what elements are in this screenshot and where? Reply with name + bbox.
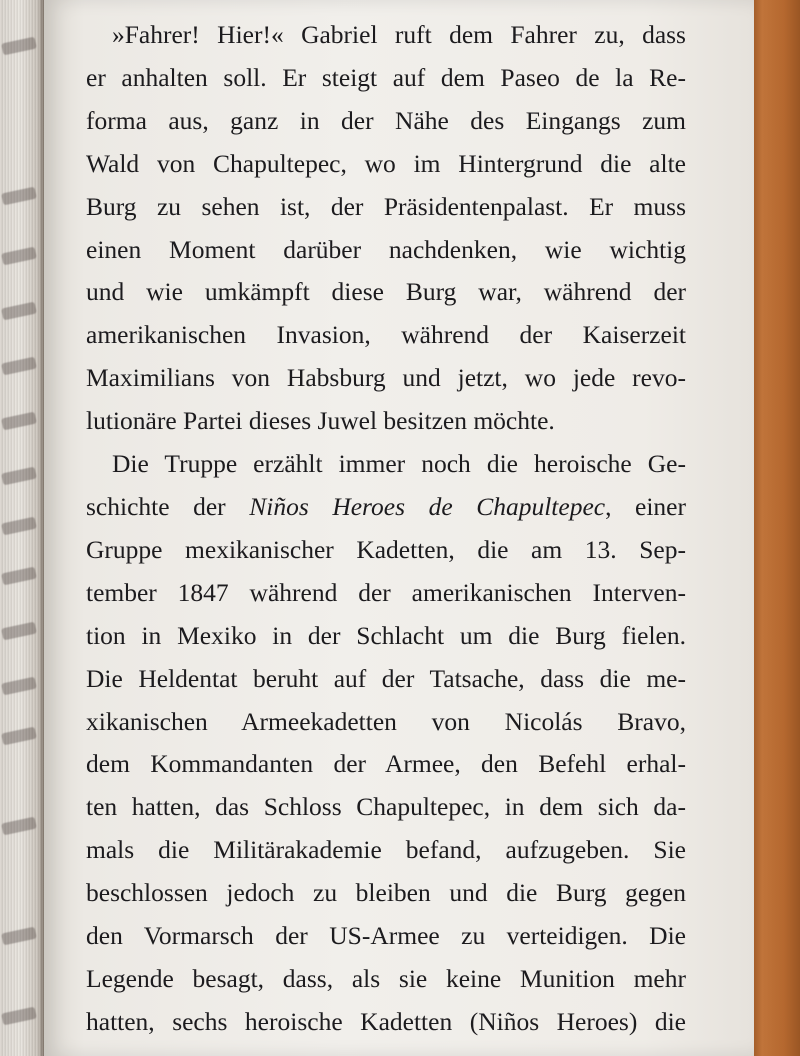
adjacent-page-text-fragment bbox=[1, 567, 37, 586]
adjacent-page-text-fragment bbox=[1, 677, 37, 696]
adjacent-page-text-fragment bbox=[1, 517, 37, 536]
text-line: einen Moment darüber nachdenken, wie wichtig bbox=[86, 234, 686, 264]
text-run: , einer bbox=[605, 491, 686, 521]
text-line: lutionäre Partei dieses Juwel besitzen möchte. bbox=[86, 406, 555, 436]
text-line: forma aus, ganz in der Nähe des Eingangs zum bbox=[86, 105, 686, 135]
text-line: beschlossen jedoch zu bleiben und die Burg gegen bbox=[86, 878, 686, 908]
text-line: er anhalten soll. Er steigt auf dem Paseo de la Re- bbox=[86, 62, 686, 92]
adjacent-page-text-fragment bbox=[1, 727, 37, 746]
adjacent-page-text-fragment bbox=[1, 37, 37, 56]
adjacent-page-edge bbox=[0, 0, 44, 1056]
text-line: tember 1847 während der amerikanischen Interven- bbox=[86, 577, 686, 607]
italic-title: Niños Heroes de Chapultepec bbox=[249, 491, 606, 521]
text-line: und wie umkämpft diese Burg war, während der bbox=[86, 277, 686, 307]
adjacent-page-text-fragment bbox=[1, 187, 37, 206]
text-line: Burg zu sehen ist, der Präsidentenpalast. Er muss bbox=[86, 191, 686, 221]
text-line: Die Heldentat beruht auf der Tatsache, dass die me- bbox=[86, 663, 686, 693]
text-line: Legende besagt, dass, als sie keine Munition mehr bbox=[86, 963, 686, 993]
adjacent-page-text-fragment bbox=[1, 247, 37, 266]
text-line: hatten, sechs heroische Kadetten (Niños Heroes) die bbox=[86, 1006, 686, 1036]
text-line bbox=[86, 486, 686, 529]
text-line: xikanischen Armeekadetten von Nicolás Bravo, bbox=[86, 706, 686, 736]
adjacent-page-text-fragment bbox=[1, 1007, 37, 1026]
text-line: ten hatten, das Schloss Chapultepec, in dem sich da- bbox=[86, 792, 686, 822]
text-line: den Vormarsch der US-Armee zu verteidigen. Die bbox=[86, 921, 686, 951]
text-line: Die Truppe erzählt immer noch die heroische Ge- bbox=[112, 449, 686, 479]
adjacent-page-text-fragment bbox=[1, 467, 37, 486]
text-line: dem Kommandanten der Armee, den Befehl erhal- bbox=[86, 749, 686, 779]
adjacent-page-text-fragment bbox=[1, 302, 37, 321]
adjacent-page-text-fragment bbox=[1, 927, 37, 946]
text-line: »Fahrer! Hier!« Gabriel ruft dem Fahrer zu, dass bbox=[112, 20, 686, 49]
adjacent-page-text-fragment bbox=[1, 357, 37, 376]
book-cover-edge bbox=[754, 0, 800, 1056]
adjacent-page-text-fragment bbox=[1, 412, 37, 431]
text-line: tion in Mexiko in der Schlacht um die Burg fielen. bbox=[86, 620, 686, 650]
text-line: Maximilians von Habsburg und jetzt, wo jede revo- bbox=[86, 363, 686, 393]
text-line: Wald von Chapultepec, wo im Hintergrund die alte bbox=[86, 148, 686, 178]
adjacent-page-text-fragment bbox=[1, 817, 37, 836]
book-page bbox=[44, 0, 756, 1056]
text-line: mals die Militärakademie befand, aufzugeben. Sie bbox=[86, 835, 686, 865]
text-line: amerikanischen Invasion, während der Kaiserzeit bbox=[86, 320, 686, 350]
text-line: Gruppe mexikanischer Kadetten, die am 13. Sep- bbox=[86, 534, 686, 564]
adjacent-page-text-fragment bbox=[1, 622, 37, 641]
text-run: schichte der bbox=[86, 491, 250, 521]
page-body-text bbox=[86, 14, 686, 1044]
